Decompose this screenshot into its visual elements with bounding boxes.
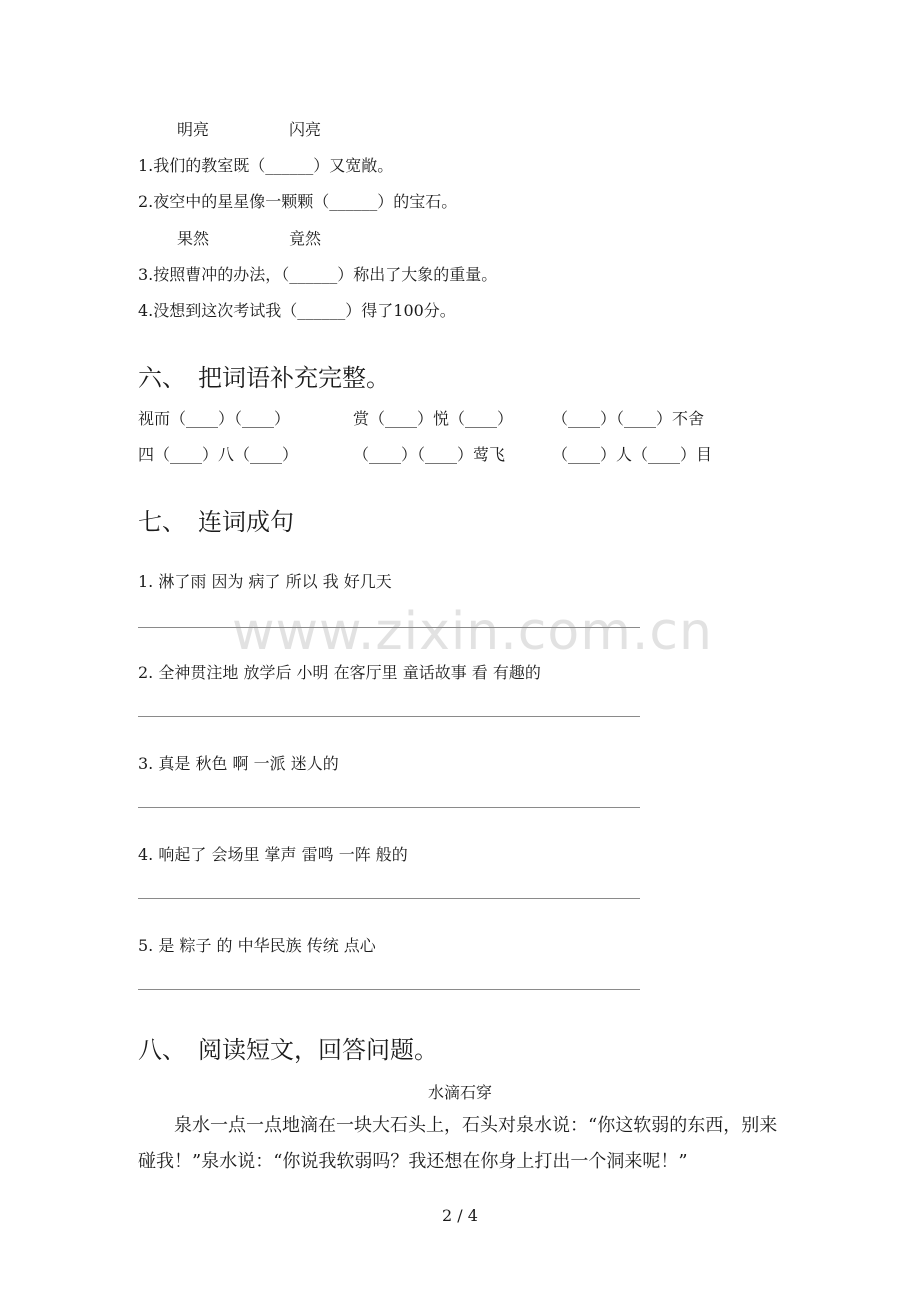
idiom-item: 四（____）八（____） [138,445,299,464]
idiom-item: （____）（____）不舍 [552,409,705,428]
fill-blank-item: 2.夜空中的星星像一颗颗（______）的宝石。 [138,192,458,211]
idiom-item: 视而（____）（____） [138,409,291,428]
section-heading-7: 七、 连词成句 [138,508,294,536]
passage-paragraph: 泉水一点一点地滴在一块大石头上，石头对泉水说：“你这软弱的东西，别来碰我！”泉水说：“你说我软弱吗？我还想在你身上打出一个洞来呢！” [138,1115,778,1172]
page-number: 2 / 4 [442,1206,478,1225]
word-option: 闪亮 [289,120,322,139]
section-heading-6: 六、 把词语补充完整。 [138,364,390,392]
word-option: 果然 [177,229,210,248]
sentence-item: 4. 响起了 会场里 掌声 雷鸣 一阵 般的 [138,845,408,864]
word-option: 明亮 [177,120,210,139]
idiom-item: （____）人（____）目 [552,445,713,464]
idiom-item: 赏（____）悦（____） [353,409,514,428]
answer-line [138,807,640,808]
watermark: www.zixin.com.cn [232,602,713,662]
idiom-item: （____）（____）莺飞 [353,445,506,464]
word-option: 竟然 [289,229,322,248]
fill-blank-item: 1.我们的教室既（______）又宽敞。 [138,156,394,175]
answer-line [138,989,640,990]
sentence-item: 2. 全神贯注地 放学后 小明 在客厅里 童话故事 看 有趣的 [138,663,541,682]
fill-blank-item: 3.按照曹冲的办法，（______）称出了大象的重量。 [138,265,498,284]
sentence-item: 3. 真是 秋色 啊 一派 迷人的 [138,754,339,773]
answer-line [138,716,640,717]
section-heading-8: 八、 阅读短文，回答问题。 [138,1036,438,1064]
answer-line [138,898,640,899]
sentence-item: 1. 淋了雨 因为 病了 所以 我 好几天 [138,572,392,591]
fill-blank-item: 4.没想到这次考试我（______）得了100分。 [138,301,456,320]
answer-line [138,627,640,628]
passage-title: 水滴石穿 [427,1083,492,1102]
sentence-item: 5. 是 粽子 的 中华民族 传统 点心 [138,936,376,955]
